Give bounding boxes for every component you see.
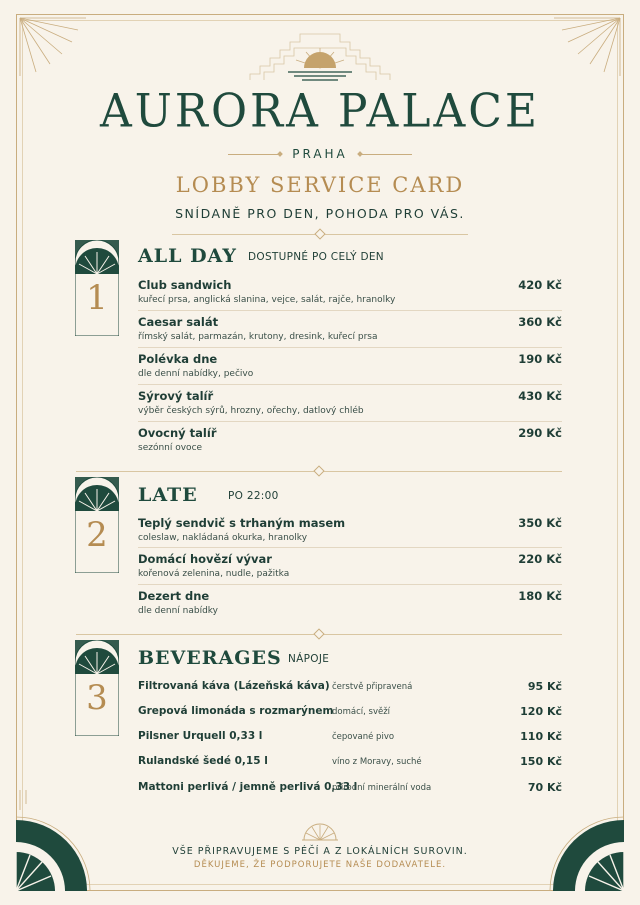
beverage-row [138, 680, 562, 694]
item-name: Domácí hovězí vývar [138, 552, 272, 566]
beverage-row [138, 705, 562, 719]
beverage-row [138, 781, 562, 795]
menu-item [138, 389, 562, 416]
header-divider [172, 234, 468, 235]
beverage-name: Mattoni perlivá / jemně perlivá 0,33 l [138, 781, 358, 793]
beverage-description: domácí, svěží [332, 707, 391, 717]
beverage-price: 120 Kč [520, 705, 562, 718]
footer-note: VŠE PŘIPRAVUJEME S PÉČÍ A Z LOKÁLNÍCH SUROVIN. [172, 846, 468, 857]
item-name: Ovocný talíř [138, 426, 217, 440]
item-description: kořenová zelenina, nudle, pažitka [138, 569, 290, 579]
tagline: SNÍDANĚ PRO DEN, POHODA PRO VÁS. [175, 206, 465, 221]
section-2-number: 2 [86, 515, 108, 555]
top-right-sunburst-ornament [552, 16, 622, 78]
menu-item [138, 426, 562, 453]
footer-sunburst-icon [300, 820, 340, 842]
hotel-name: AURORA PALACE [99, 84, 541, 139]
city-name: PRAHA [292, 147, 348, 161]
item-name: Teplý sendvič s trhaným masem [138, 516, 346, 530]
beverage-name: Pilsner Urquell 0,33 l [138, 730, 263, 742]
beverage-description: čepované pivo [332, 732, 395, 742]
menu-item [138, 552, 562, 579]
item-name: Polévka dne [138, 352, 218, 366]
section-1-number: 1 [86, 278, 108, 318]
item-description: římský salát, parmazán, krutony, dresink, kuřecí prsa [138, 332, 378, 342]
city-rule-left [228, 154, 282, 155]
item-price: 290 Kč [518, 426, 562, 440]
menu-item [138, 516, 562, 543]
beverage-description: čerstvě připravená [332, 682, 413, 692]
menu-item [138, 315, 562, 342]
section-divider [76, 471, 562, 472]
item-price: 360 Kč [518, 315, 562, 329]
beverage-row [138, 730, 562, 744]
item-name: Sýrový talíř [138, 389, 214, 403]
menu-item [138, 278, 562, 305]
section-2-subtitle: PO 22:00 [228, 490, 279, 502]
rising-sun-logo [230, 18, 410, 90]
beverage-row [138, 755, 562, 769]
beverage-name: Filtrovaná káva (Lázeňská káva) [138, 680, 330, 692]
section-1-subtitle: DOSTUPNÉ PO CELÝ DEN [248, 251, 384, 263]
item-price: 190 Kč [518, 352, 562, 366]
item-price: 350 Kč [518, 516, 562, 530]
item-name: Caesar salát [138, 315, 219, 329]
section-2-title: LATE [138, 484, 198, 506]
beverage-price: 95 Kč [527, 680, 562, 693]
bottom-left-fan-ornament [16, 790, 116, 891]
menu-item [138, 352, 562, 379]
item-price: 430 Kč [518, 389, 562, 403]
city-row [0, 147, 640, 161]
item-description: coleslaw, nakládaná okurka, hranolky [138, 533, 308, 543]
beverage-name: Grepová limonáda s rozmarýnem [138, 705, 334, 717]
item-separator [138, 584, 562, 585]
item-description: kuřecí prsa, anglická slanina, vejce, salát, rajče, hranolky [138, 295, 396, 305]
card-title: LOBBY SERVICE CARD [175, 173, 465, 197]
item-separator [138, 310, 562, 311]
beverage-name: Rulandské šedé 0,15 l [138, 755, 268, 767]
beverage-description: víno z Moravy, suché [332, 757, 422, 767]
item-description: dle denní nabídky, pečivo [138, 369, 254, 379]
menu-item [138, 589, 562, 616]
section-3-number: 3 [86, 678, 108, 718]
item-separator [138, 347, 562, 348]
item-separator [138, 547, 562, 548]
beverage-price: 110 Kč [520, 730, 562, 743]
item-price: 220 Kč [518, 552, 562, 566]
beverage-description: přírodní minerální voda [332, 783, 432, 793]
section-1-title: ALL DAY [138, 245, 237, 267]
item-description: sezónní ovoce [138, 443, 203, 453]
beverage-price: 150 Kč [520, 755, 562, 768]
item-price: 180 Kč [518, 589, 562, 603]
section-divider [76, 634, 562, 635]
item-separator [138, 384, 562, 385]
footer-thanks: DĚKUJEME, ŽE PODPORUJETE NAŠE DODAVATELE. [193, 860, 447, 870]
item-description: výběr českých sýrů, hrozny, ořechy, datlový chléb [138, 406, 364, 416]
section-3-subtitle: NÁPOJE [288, 653, 330, 665]
beverage-price: 70 Kč [527, 781, 562, 794]
city-rule-right [358, 154, 412, 155]
item-name: Club sandwich [138, 278, 232, 292]
item-description: dle denní nabídky [138, 606, 218, 616]
item-separator [138, 421, 562, 422]
top-left-sunburst-ornament [18, 16, 88, 78]
section-3-title: BEVERAGES [138, 647, 282, 669]
item-price: 420 Kč [518, 278, 562, 292]
bottom-right-fan-ornament [524, 790, 624, 891]
item-name: Dezert dne [138, 589, 210, 603]
